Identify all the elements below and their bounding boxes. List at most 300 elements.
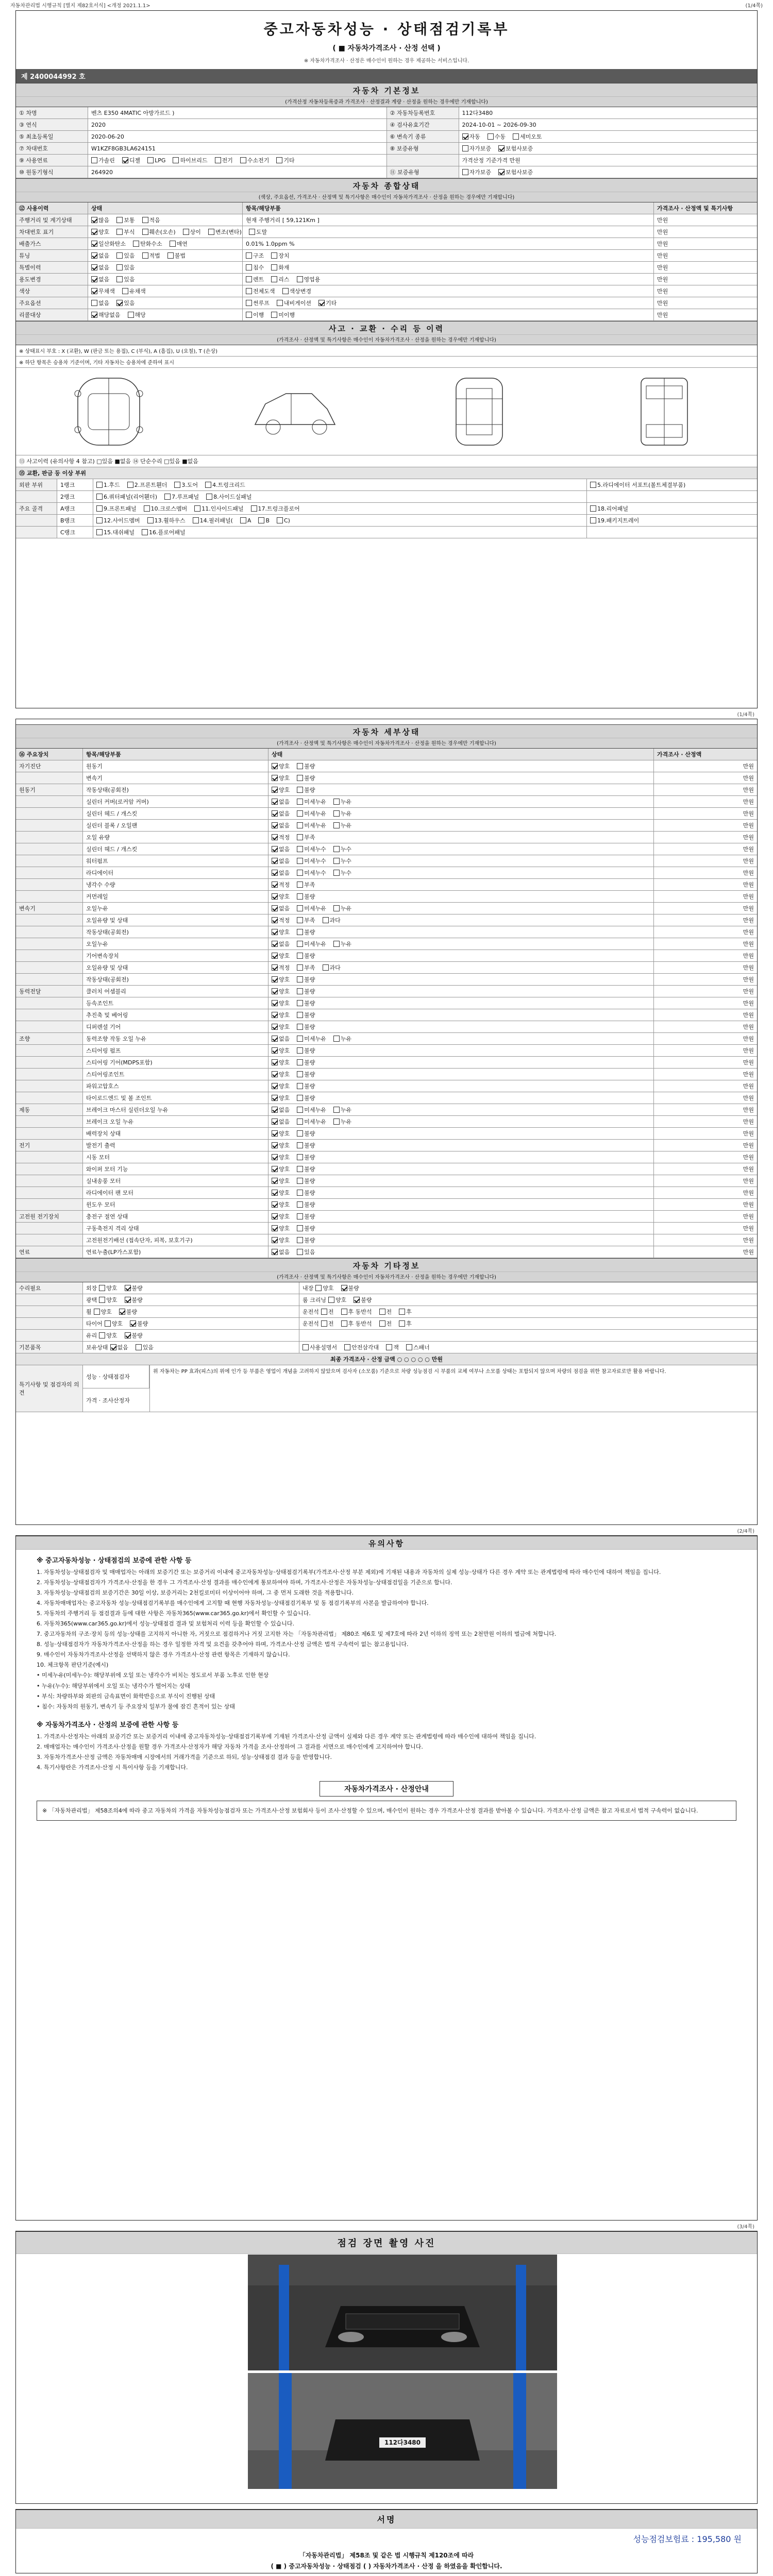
checkbox[interactable] — [272, 1190, 278, 1196]
detail-row — [16, 1223, 757, 1234]
checkbox[interactable] — [125, 1285, 131, 1291]
checkbox[interactable] — [297, 1083, 303, 1089]
checkbox[interactable] — [272, 1107, 278, 1113]
checkbox[interactable] — [272, 810, 278, 817]
basic-info-value — [459, 143, 758, 154]
checkbox[interactable] — [208, 229, 214, 235]
checkbox[interactable] — [193, 517, 199, 523]
checkbox[interactable] — [173, 157, 179, 163]
checkbox[interactable] — [144, 505, 150, 512]
checkbox[interactable] — [91, 157, 97, 163]
checkbox[interactable] — [246, 264, 252, 270]
checkbox[interactable] — [297, 763, 303, 769]
checkbox[interactable] — [297, 882, 303, 888]
etc-item-a: 보유상태 없음 있음 — [83, 1342, 299, 1353]
checkbox[interactable] — [205, 482, 211, 488]
checkbox[interactable] — [297, 893, 303, 900]
checkbox[interactable] — [91, 288, 97, 294]
checkbox[interactable] — [297, 1237, 303, 1243]
rank-row — [16, 515, 757, 527]
detail-group — [16, 808, 83, 819]
checkbox[interactable] — [125, 1332, 131, 1338]
summary-cell: 주요옵션 — [16, 297, 88, 309]
checkbox[interactable] — [133, 241, 139, 247]
checkbox[interactable] — [297, 1024, 303, 1030]
detail-price: 만원 — [743, 905, 754, 912]
detail-row — [16, 1069, 757, 1080]
checkbox[interactable] — [333, 905, 340, 911]
checkbox[interactable] — [354, 1297, 360, 1303]
checkbox[interactable] — [272, 822, 278, 828]
detail-item: 동력조향 작동 오일 누유 — [83, 1033, 268, 1044]
checkbox[interactable] — [272, 917, 278, 923]
basic-info-value — [459, 131, 758, 142]
checkbox[interactable] — [333, 810, 340, 817]
detail-item: 오일 유량 — [83, 832, 268, 843]
summary-header: ⑫ 사용이력 — [16, 202, 88, 214]
checkbox[interactable] — [333, 941, 340, 947]
checkbox[interactable] — [96, 517, 103, 523]
notice-item: 6. 자동차365(www.car365.go.kr)에서 성능·상태점검 결과 및 보험처리 이력 등을 확인할 수 있습니다. — [37, 1620, 294, 1628]
checkbox[interactable] — [272, 846, 278, 852]
checkbox[interactable] — [272, 893, 278, 900]
checkbox[interactable] — [297, 1095, 303, 1101]
checkbox-option: 양호 — [91, 228, 109, 236]
checkbox[interactable] — [321, 1320, 327, 1327]
checkbox[interactable] — [297, 1201, 303, 1208]
checkbox[interactable] — [91, 312, 97, 318]
checkbox[interactable] — [333, 858, 340, 864]
etc-group: 기본품목 — [16, 1342, 83, 1353]
checkbox[interactable] — [183, 229, 189, 235]
checkbox-option: 없음 — [272, 1106, 290, 1114]
checkbox[interactable] — [272, 1036, 278, 1042]
checkbox[interactable] — [246, 300, 252, 306]
checkbox[interactable] — [164, 494, 171, 500]
checkbox[interactable] — [194, 505, 200, 512]
detail-item: 추진축 및 베어링 — [83, 1009, 268, 1021]
checkbox[interactable] — [406, 1344, 412, 1350]
checkbox[interactable] — [96, 505, 103, 512]
checkbox[interactable] — [96, 494, 103, 500]
checkbox[interactable] — [96, 529, 103, 535]
checkbox-option: 없음 — [272, 904, 290, 912]
detail-group — [16, 832, 83, 843]
basic-info-value: 112다3480 — [462, 110, 493, 116]
checkbox[interactable] — [91, 217, 97, 223]
checkbox[interactable] — [297, 1213, 303, 1219]
checkbox[interactable] — [271, 252, 277, 259]
checkbox-option: 과다 — [323, 963, 341, 972]
checkbox-option: 누유 — [333, 904, 351, 912]
etc-row — [16, 1282, 757, 1294]
checkbox[interactable] — [277, 300, 283, 306]
checkbox[interactable] — [297, 870, 303, 876]
checkbox[interactable] — [96, 482, 103, 488]
checkbox[interactable] — [271, 312, 277, 318]
checkbox[interactable] — [142, 252, 148, 259]
etc-item-b: 룸 크리닝 양호 불량 — [303, 1297, 372, 1303]
checkbox[interactable] — [272, 1012, 278, 1018]
checkbox[interactable] — [297, 1012, 303, 1018]
checkbox[interactable] — [272, 1225, 278, 1231]
checkbox[interactable] — [297, 929, 303, 935]
checkbox[interactable] — [122, 288, 128, 294]
checkbox[interactable] — [321, 1309, 327, 1315]
checkbox[interactable] — [318, 300, 325, 306]
summary-cell — [88, 297, 243, 309]
checkbox[interactable] — [344, 1344, 350, 1350]
checkbox[interactable] — [297, 1225, 303, 1231]
checkbox[interactable] — [116, 217, 123, 223]
checkbox[interactable] — [91, 229, 97, 235]
summary-cell — [88, 226, 267, 238]
checkbox[interactable] — [272, 929, 278, 935]
checkbox[interactable] — [379, 1309, 385, 1315]
checkbox[interactable] — [323, 917, 329, 923]
detail-group: 원동기 — [16, 784, 83, 795]
checkbox-option: 양호 — [272, 1212, 290, 1221]
checkbox[interactable] — [297, 1130, 303, 1137]
checkbox[interactable] — [272, 1213, 278, 1219]
checkbox[interactable] — [462, 145, 468, 151]
etc-row — [16, 1318, 757, 1330]
checkbox[interactable] — [272, 976, 278, 982]
checkbox[interactable] — [91, 252, 97, 259]
page-1 — [15, 10, 758, 708]
basic-info-row — [16, 131, 757, 143]
checkbox[interactable] — [297, 1118, 303, 1125]
checkbox[interactable] — [116, 264, 123, 270]
checkbox[interactable] — [272, 1166, 278, 1172]
detail-state — [268, 1246, 654, 1258]
detail-state — [268, 1045, 654, 1056]
checkbox[interactable] — [271, 264, 277, 270]
checkbox[interactable] — [333, 1036, 340, 1042]
etc-row — [16, 1330, 757, 1342]
accident-legend: ※ 상태표시 부호 : X (교환), W (판금 또는 용접), C (부식), A (흠집), U (요철), T (손상) — [19, 349, 218, 354]
form-header — [10, 1, 763, 8]
checkbox[interactable] — [272, 1047, 278, 1054]
rank-level: B랭크 — [57, 515, 93, 526]
checkbox-option: 불량 — [297, 987, 315, 995]
checkbox[interactable] — [240, 517, 246, 523]
checkbox[interactable] — [91, 300, 97, 306]
checkbox-option: 12.사이드멤버 — [96, 516, 140, 524]
checkbox[interactable] — [462, 169, 468, 175]
checkbox[interactable] — [167, 252, 174, 259]
checkbox[interactable] — [116, 300, 123, 306]
checkbox[interactable] — [147, 157, 154, 163]
checkbox-option: 구조 — [246, 251, 264, 260]
checkbox[interactable] — [272, 1118, 278, 1125]
summary-header: 가격조사 · 산정액 및 특기사항 — [657, 205, 733, 212]
basic-info-row — [16, 119, 757, 131]
checkbox-option: 자가보증 — [462, 144, 492, 152]
checkbox[interactable] — [462, 133, 468, 140]
checkbox[interactable] — [341, 1285, 347, 1291]
checkbox[interactable] — [272, 1000, 278, 1006]
basic-info-value — [88, 155, 387, 166]
checkbox[interactable] — [272, 1071, 278, 1077]
checkbox[interactable] — [379, 1320, 385, 1327]
checkbox[interactable] — [258, 517, 264, 523]
detail-price: 만원 — [743, 929, 754, 936]
checkbox[interactable] — [272, 1059, 278, 1065]
checkbox[interactable] — [297, 810, 303, 817]
checkbox[interactable] — [297, 1059, 303, 1065]
checkbox-option: 있음 — [116, 263, 135, 272]
checkbox[interactable] — [271, 276, 277, 282]
checkbox[interactable] — [297, 1154, 303, 1160]
checkbox[interactable] — [297, 276, 303, 282]
detail-group: 조향 — [16, 1033, 83, 1044]
checkbox[interactable] — [399, 1320, 405, 1327]
checkbox[interactable] — [333, 870, 340, 876]
checkbox[interactable] — [122, 157, 128, 163]
checkbox[interactable] — [297, 799, 303, 805]
checkbox-option: 보험사보증 — [498, 144, 533, 152]
checkbox-option: 양호 — [272, 1189, 290, 1197]
checkbox[interactable] — [91, 276, 97, 282]
summary-cell — [243, 226, 654, 238]
basic-info-label: ④ 검사유효기간 — [387, 119, 459, 130]
checkbox[interactable] — [91, 241, 97, 247]
checkbox[interactable] — [488, 133, 494, 140]
checkbox[interactable] — [272, 775, 278, 781]
checkbox[interactable] — [116, 229, 123, 235]
checkbox[interactable] — [272, 941, 278, 947]
accident-subtitle: (가격조사 · 산정액 및 특기사항은 매수인이 자동차가격조사 · 산정을 원하는 경우에만 기재합니다) — [16, 335, 757, 345]
checkbox[interactable] — [105, 1320, 111, 1327]
checkbox[interactable] — [297, 822, 303, 828]
checkbox[interactable] — [110, 1344, 116, 1350]
checkbox[interactable] — [272, 1154, 278, 1160]
checkbox[interactable] — [147, 517, 154, 523]
checkbox[interactable] — [272, 858, 278, 864]
detail-row — [16, 938, 757, 950]
checkbox[interactable] — [125, 1297, 131, 1303]
checkbox[interactable] — [246, 288, 252, 294]
checkbox[interactable] — [272, 1095, 278, 1101]
checkbox[interactable] — [297, 834, 303, 840]
checkbox-option: 있음 — [116, 299, 135, 307]
checkbox[interactable] — [142, 529, 148, 535]
checkbox[interactable] — [170, 241, 176, 247]
checkbox[interactable] — [297, 905, 303, 911]
checkbox[interactable] — [272, 882, 278, 888]
checkbox[interactable] — [297, 1178, 303, 1184]
checkbox[interactable] — [297, 917, 303, 923]
checkbox[interactable] — [91, 264, 97, 270]
summary-cell — [88, 262, 243, 273]
detail-price: 만원 — [743, 846, 754, 853]
checkbox[interactable] — [297, 1071, 303, 1077]
checkbox[interactable] — [246, 276, 252, 282]
checkbox-option: 수소전기 — [240, 156, 270, 164]
checkbox[interactable] — [297, 1036, 303, 1042]
detail-state — [268, 796, 654, 807]
checkbox[interactable] — [272, 1083, 278, 1089]
page-2 — [15, 719, 758, 1525]
summary-cell: 만원 — [657, 229, 668, 235]
etc-item-b: 운전석 전 후 동반석 전 후 — [303, 1309, 412, 1315]
checkbox[interactable] — [272, 988, 278, 994]
summary-cell — [88, 214, 243, 226]
checkbox[interactable] — [142, 217, 148, 223]
checkbox[interactable] — [99, 1285, 105, 1291]
checkbox[interactable] — [297, 775, 303, 781]
checkbox[interactable] — [297, 976, 303, 982]
license-plate: 112다3480 — [384, 2439, 421, 2446]
checkbox[interactable] — [328, 1297, 334, 1303]
checkbox[interactable] — [99, 1297, 105, 1303]
detail-group — [16, 855, 83, 867]
checkbox-option: 누유 — [333, 798, 351, 806]
checkbox[interactable] — [498, 169, 505, 175]
checkbox[interactable] — [174, 482, 180, 488]
checkbox[interactable] — [272, 1024, 278, 1030]
summary-cell: 튜닝 — [16, 250, 88, 261]
checkbox[interactable] — [272, 964, 278, 971]
detail-item: 기어변속장치 — [83, 950, 268, 961]
checkbox[interactable] — [297, 1000, 303, 1006]
checkbox-option: 3.도어 — [174, 481, 198, 489]
checkbox[interactable] — [127, 482, 133, 488]
checkbox[interactable] — [99, 1332, 105, 1338]
checkbox[interactable] — [251, 505, 257, 512]
summary-cell: 용도변경 — [16, 274, 88, 285]
checkbox[interactable] — [297, 1047, 303, 1054]
checkbox[interactable] — [272, 1142, 278, 1148]
checkbox[interactable] — [272, 799, 278, 805]
detail-group — [16, 1116, 83, 1127]
checkbox-option: 미세누유 — [297, 940, 326, 948]
rank-group: 주요 골격 — [16, 503, 57, 514]
checkbox[interactable] — [590, 517, 596, 523]
checkbox[interactable] — [249, 229, 255, 235]
checkbox[interactable] — [590, 482, 596, 488]
notice-heading-2: ※ 자동차가격조사 · 산정의 보증에 관한 사항 등 — [37, 1721, 179, 1729]
checkbox-option: 17.트렁크플로어 — [251, 504, 300, 513]
checkbox[interactable] — [399, 1309, 405, 1315]
checkbox[interactable] — [498, 145, 505, 151]
checkbox[interactable] — [333, 1107, 340, 1113]
page-number-3: (3/4쪽) — [737, 2224, 754, 2230]
checkbox[interactable] — [297, 964, 303, 971]
checkbox[interactable] — [297, 941, 303, 947]
checkbox[interactable] — [206, 494, 212, 500]
checkbox-option: 14.필러패널( — [193, 516, 233, 524]
detail-price: 만원 — [743, 941, 754, 947]
detail-price: 만원 — [743, 1178, 754, 1184]
checkbox[interactable] — [303, 1344, 309, 1350]
checkbox[interactable] — [272, 870, 278, 876]
checkbox-option: 없음 — [91, 299, 109, 307]
checkbox[interactable] — [282, 288, 289, 294]
checkbox-option: 양호 — [272, 975, 290, 984]
checkbox[interactable] — [513, 133, 519, 140]
checkbox[interactable] — [333, 1118, 340, 1125]
checkbox[interactable] — [297, 787, 303, 793]
checkbox[interactable] — [297, 1190, 303, 1196]
checkbox[interactable] — [246, 252, 252, 259]
checkbox[interactable] — [272, 905, 278, 911]
notice-list-2 — [37, 1732, 736, 1772]
checkbox[interactable] — [116, 276, 123, 282]
detail-item: 라디에이터 — [83, 867, 268, 878]
checkbox[interactable] — [297, 1107, 303, 1113]
checkbox[interactable] — [136, 1344, 142, 1350]
checkbox[interactable] — [215, 157, 221, 163]
checkbox[interactable] — [297, 1166, 303, 1172]
rank-row — [16, 491, 757, 503]
checkbox[interactable] — [297, 953, 303, 959]
checkbox[interactable] — [315, 1285, 322, 1291]
checkbox[interactable] — [276, 157, 282, 163]
form-law-ref: 자동차관리법 시행규칙 [별지 제82호서식] <개정 2021.1.1> — [10, 3, 150, 9]
checkbox[interactable] — [272, 1130, 278, 1137]
checkbox[interactable] — [590, 505, 596, 512]
checkbox[interactable] — [272, 953, 278, 959]
checkbox[interactable] — [272, 834, 278, 840]
checkbox[interactable] — [94, 1309, 100, 1315]
checkbox[interactable] — [386, 1344, 392, 1350]
checkbox[interactable] — [333, 822, 340, 828]
checkbox[interactable] — [128, 312, 134, 318]
detail-group — [16, 1057, 83, 1068]
notice-list — [37, 1568, 736, 1711]
checkbox[interactable] — [297, 1249, 303, 1255]
notice-item: 5. 자동차의 주행거리 등 점검결과 등에 대한 사항은 자동차365(www.car365.go.kr)에서 확인할 수 있습니다. — [37, 1610, 311, 1617]
checkbox-option: 해당 — [128, 311, 146, 319]
checkbox[interactable] — [240, 157, 246, 163]
checkbox[interactable] — [272, 1178, 278, 1184]
checkbox[interactable] — [333, 799, 340, 805]
checkbox[interactable] — [119, 1309, 125, 1315]
checkbox[interactable] — [297, 988, 303, 994]
checkbox[interactable] — [272, 1201, 278, 1208]
detail-row — [16, 1045, 757, 1057]
checkbox[interactable] — [272, 1237, 278, 1243]
checkbox[interactable] — [333, 846, 340, 852]
checkbox[interactable] — [341, 1309, 347, 1315]
checkbox[interactable] — [341, 1320, 347, 1327]
detail-state — [268, 974, 654, 985]
detail-item: 작동상태(공회전) — [83, 974, 268, 985]
checkbox[interactable] — [323, 964, 329, 971]
checkbox[interactable] — [272, 763, 278, 769]
detail-state — [268, 1009, 654, 1021]
checkbox[interactable] — [116, 252, 123, 259]
checkbox[interactable] — [272, 1249, 278, 1255]
checkbox[interactable] — [277, 517, 283, 523]
checkbox[interactable] — [246, 312, 252, 318]
checkbox-option: 후 동반석 — [341, 1319, 372, 1328]
special-text: 위 자동차는 PP 효과(피스)의 위에 인가 등 부품은 영업이 개념을 고려하지 않았으며 검사자 (소모품) 기준으로 차량 성능점검 시 부품의 교체 여부나 소모품 상태는 포함되지 않으며 차량의 점검을 위한 참고자료로만 활용 바랍니다. — [153, 1369, 666, 1375]
detail-item: 등속조인트 — [83, 997, 268, 1009]
summary-cell: 주행거리 및 계기상태 — [16, 214, 88, 226]
checkbox[interactable] — [272, 787, 278, 793]
checkbox[interactable] — [297, 1142, 303, 1148]
checkbox[interactable] — [297, 846, 303, 852]
checkbox[interactable] — [297, 858, 303, 864]
detail-item: 작동상태(공회전) — [83, 926, 268, 938]
checkbox-option: 이행 — [246, 311, 264, 319]
checkbox[interactable] — [130, 1320, 136, 1327]
etc-group: 수리필요 — [16, 1282, 83, 1294]
checkbox[interactable] — [142, 229, 148, 235]
